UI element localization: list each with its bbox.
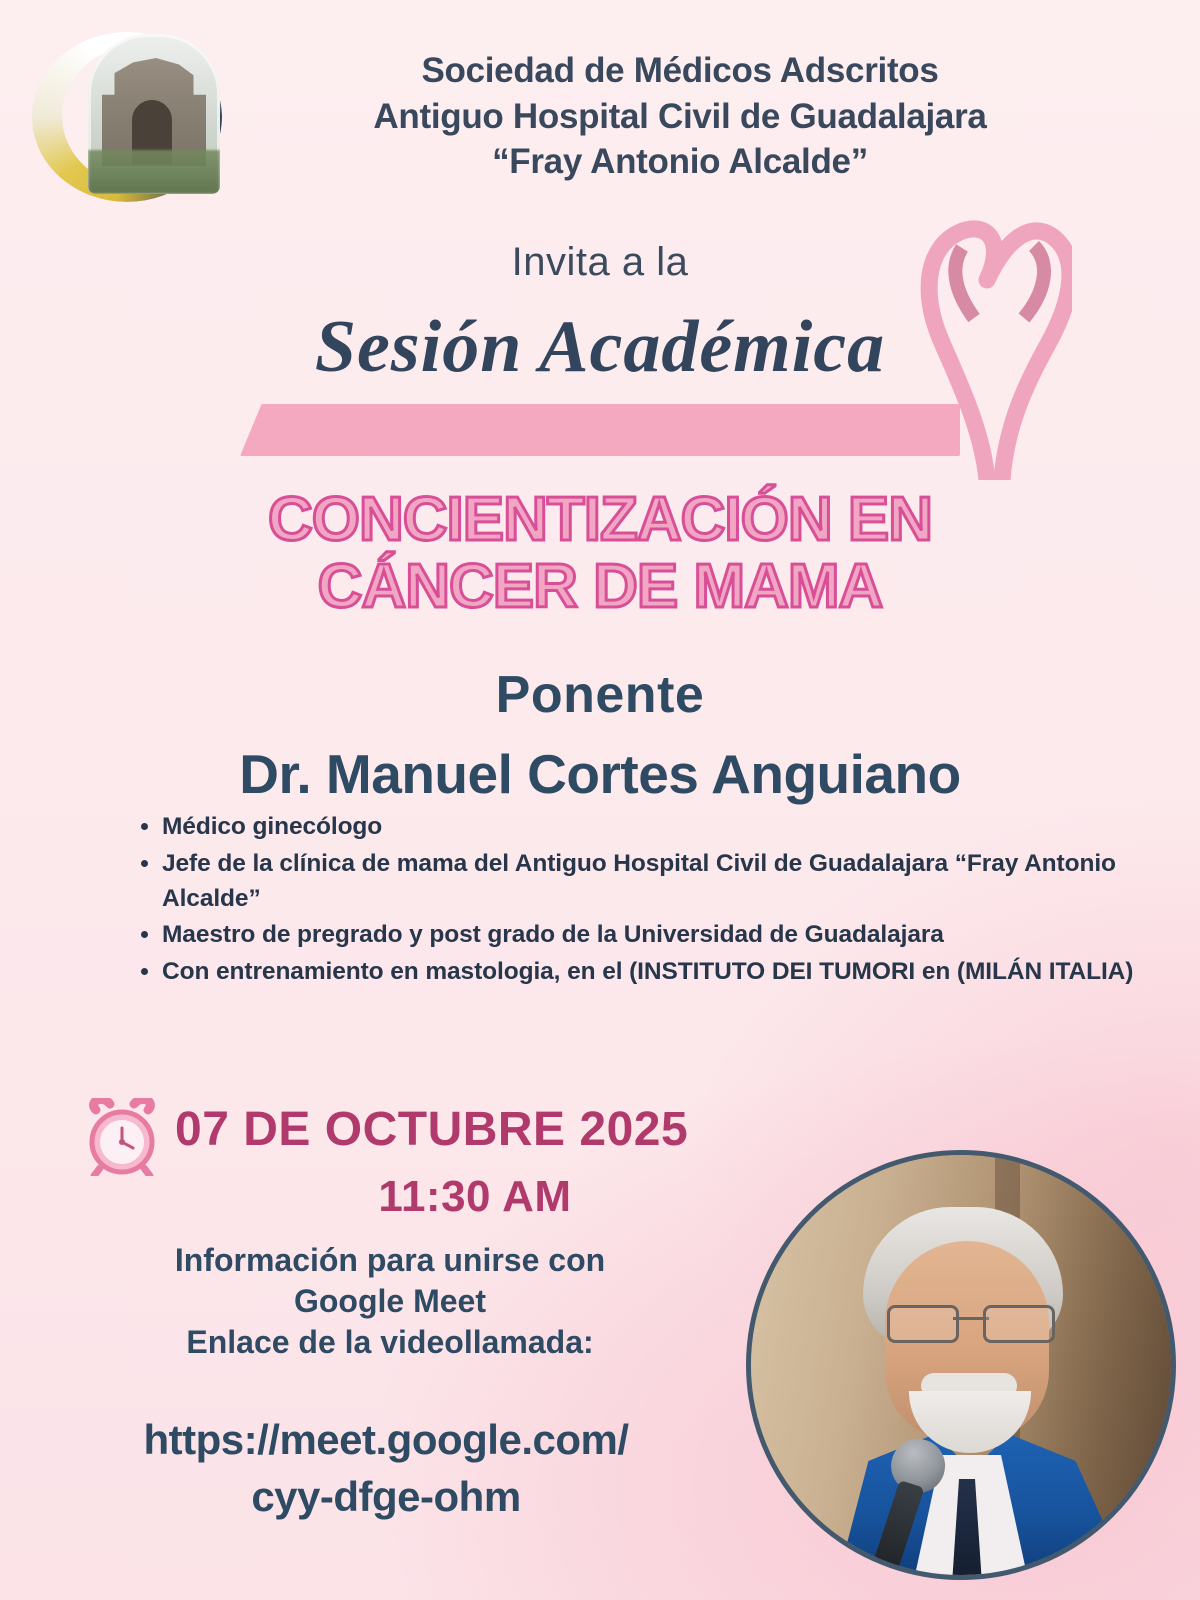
speaker-role-label: Ponente [495, 666, 705, 724]
meet-link-line-2[interactable]: cyy-dfge-ohm [251, 1472, 521, 1520]
join-info-line-3: Enlace de la videollamada: [186, 1323, 594, 1360]
list-item: • Médico ginecólogo [162, 810, 1172, 845]
join-info-line-1: Información para unirse con [174, 1242, 606, 1278]
join-info [60, 1240, 720, 1363]
meet-link-line-1[interactable]: https://meet.google.com/ [143, 1416, 629, 1463]
alarm-clock-icon [84, 1098, 160, 1176]
list-item: • Jefe de la clínica de mama del Antiguo Hospital Civil de Guadalajara “Fray Antonio Alcalde” [162, 847, 1172, 917]
event-time: 11:30 AM [378, 1172, 572, 1221]
title-line-1: CONCIENTIZACIÓN EN [268, 485, 932, 554]
organization-line-1: Sociedad de Médicos Adscritos [421, 51, 939, 90]
meet-link[interactable] [36, 1412, 736, 1525]
list-item: • Con entrenamiento en mastologia, en el (INSTITUTO DEI TUMORI en (MILÁN ITALIA) [162, 955, 1172, 990]
speaker-credentials-list [126, 810, 1172, 992]
page-title [0, 487, 1200, 621]
session-label: Sesión Académica [314, 306, 886, 388]
speaker-name: Dr. Manuel Cortes Anguiano [239, 743, 961, 805]
title-line-2: CÁNCER DE MAMA [317, 551, 883, 621]
invitation-intro: Invita a la [511, 240, 689, 284]
organization-line-3: “Fray Antonio Alcalde” [492, 142, 868, 181]
event-date: 07 DE OCTUBRE 2025 [175, 1103, 689, 1156]
organization-line-2: Antiguo Hospital Civil de Guadalajara [373, 96, 987, 136]
speaker-portrait [746, 1150, 1176, 1580]
organization-header [210, 48, 1150, 185]
portrait-glasses [887, 1305, 1055, 1339]
list-item: • Maestro de pregrado y post grado de la Universidad de Guadalajara [162, 918, 1172, 953]
logo-foliage [88, 150, 220, 194]
pink-banner-shape [240, 404, 960, 456]
logo-building-photo [88, 34, 220, 194]
hospital-logo-icon [28, 22, 228, 207]
join-info-line-2: Google Meet [293, 1282, 486, 1319]
